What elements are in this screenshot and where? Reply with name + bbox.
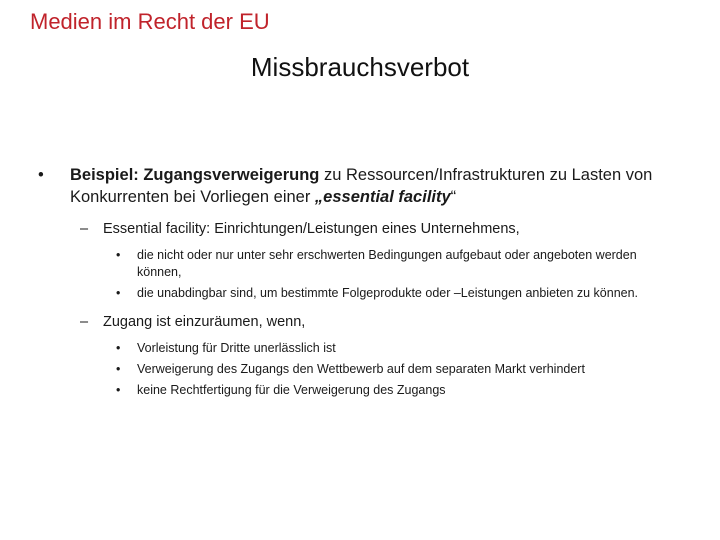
bullet-marker: •	[116, 383, 121, 397]
point-text: Verweigerung des Zugangs den Wettbewerb auf dem separaten Markt verhindert	[137, 362, 585, 376]
point-item	[38, 382, 678, 399]
dash-marker: –	[80, 314, 89, 330]
slide-content	[38, 164, 678, 399]
main-bullet	[38, 164, 678, 208]
bullet-marker: •	[116, 248, 121, 262]
point-text: keine Rechtfertigung für die Verweigerung des Zugangs	[137, 383, 446, 397]
bullet-marker: •	[116, 362, 121, 376]
sub-item-text: Essential facility: Einrichtungen/Leistungen eines Unternehmens,	[103, 221, 520, 237]
main-bullet-end-text: “	[450, 188, 457, 206]
point-text: die unabdingbar sind, um bestimmte Folgeprodukte oder –Leistungen anbieten zu können.	[137, 286, 639, 300]
slide-title: Missbrauchsverbot	[250, 52, 470, 82]
bullet-marker: •	[116, 341, 121, 355]
bullet-marker: •	[116, 286, 121, 300]
sub-item-zugang	[38, 312, 678, 332]
point-item	[38, 285, 678, 302]
point-text: die nicht oder nur unter sehr erschwerten Bedingungen aufgebaut oder angeboten werden können,	[137, 248, 637, 279]
main-bullet-bold-text: Beispiel: Zugangsverweigerung	[70, 166, 320, 184]
main-bullet-italic-text: „essential facility	[314, 188, 451, 206]
sub-item-text: Zugang ist einzuräumen, wenn,	[103, 314, 306, 330]
point-item	[38, 361, 678, 378]
bullet-marker: •	[38, 166, 44, 184]
point-item	[38, 247, 678, 281]
point-text: Vorleistung für Dritte unerlässlich ist	[137, 341, 336, 355]
dash-marker: –	[80, 221, 89, 237]
point-item	[38, 340, 678, 357]
main-bullet-text: zu Ressourcen/Infrastrukturen zu Lasten von Konkurrenten bei Vorliegen einer	[70, 166, 653, 206]
sub-item-essential-facility	[38, 219, 678, 239]
slide-header: Medien im Recht der EU	[30, 9, 270, 34]
